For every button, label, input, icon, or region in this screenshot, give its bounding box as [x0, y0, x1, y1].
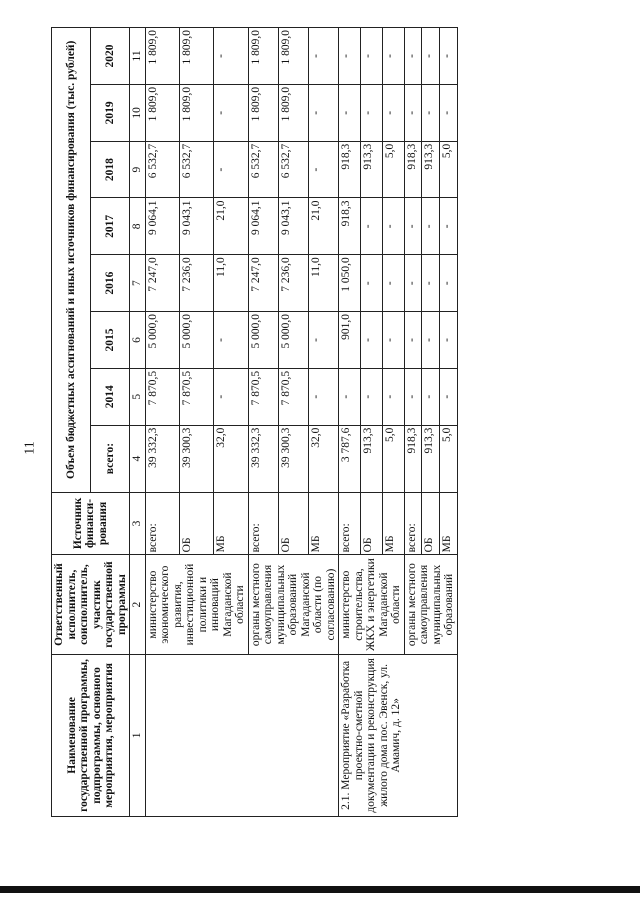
executor-cell: министерство строительства, ЖКХ и энергетики Магаданской области — [339, 555, 405, 654]
source-cell: всего: — [404, 492, 422, 555]
value-cell: 5,0 — [382, 425, 404, 492]
source-cell: ОБ — [278, 492, 308, 555]
col-number: 6 — [130, 312, 146, 369]
header-source: Источник финанси-рования — [52, 492, 130, 555]
value-cell: - — [214, 141, 248, 198]
value-cell: 5 000,0 — [248, 312, 278, 369]
value-cell: - — [339, 28, 361, 85]
col-number: 9 — [130, 141, 146, 198]
col-number: 1 — [130, 654, 146, 816]
value-cell: 5 000,0 — [278, 312, 308, 369]
source-cell: МБ — [382, 492, 404, 555]
value-cell: - — [382, 368, 404, 425]
header-year: 2019 — [91, 84, 130, 141]
value-cell: 5 000,0 — [145, 312, 179, 369]
value-cell: 5,0 — [439, 141, 457, 198]
value-cell: 39 332,3 — [248, 425, 278, 492]
value-cell: 11,0 — [308, 255, 338, 312]
value-cell: 918,3 — [339, 198, 361, 255]
source-cell: МБ — [214, 492, 248, 555]
value-cell: 9 064,1 — [248, 198, 278, 255]
value-cell: - — [360, 28, 382, 85]
value-cell: - — [404, 198, 422, 255]
value-cell: - — [382, 255, 404, 312]
value-cell: - — [404, 312, 422, 369]
value-cell: 39 332,3 — [145, 425, 179, 492]
value-cell: 9 043,1 — [278, 198, 308, 255]
value-cell: - — [214, 28, 248, 85]
col-number: 4 — [130, 425, 146, 492]
value-cell: - — [382, 84, 404, 141]
header-year: 2018 — [91, 141, 130, 198]
value-cell: - — [339, 84, 361, 141]
value-cell: - — [439, 312, 457, 369]
value-cell: 21,0 — [214, 198, 248, 255]
value-cell: - — [422, 84, 440, 141]
source-cell: ОБ — [179, 492, 213, 555]
col-number: 3 — [130, 492, 146, 555]
header-year: 2020 — [91, 28, 130, 85]
value-cell: 7 870,5 — [248, 368, 278, 425]
col-number: 11 — [130, 28, 146, 85]
value-cell: - — [360, 255, 382, 312]
value-cell: 3 787,6 — [339, 425, 361, 492]
value-cell: 7 247,0 — [248, 255, 278, 312]
value-cell: - — [422, 312, 440, 369]
value-cell: 39 300,3 — [278, 425, 308, 492]
value-cell: - — [422, 368, 440, 425]
rotated-table-container — [51, 27, 458, 817]
value-cell: 9 064,1 — [145, 198, 179, 255]
value-cell: - — [439, 368, 457, 425]
value-cell: - — [422, 198, 440, 255]
value-cell: 6 532,7 — [278, 141, 308, 198]
value-cell: 5,0 — [439, 425, 457, 492]
value-cell: - — [382, 28, 404, 85]
col-number: 8 — [130, 198, 146, 255]
value-cell: - — [404, 255, 422, 312]
table-row — [145, 28, 179, 817]
bottom-bar — [0, 886, 640, 893]
value-cell: - — [360, 368, 382, 425]
value-cell: - — [404, 368, 422, 425]
value-cell: 6 532,7 — [179, 141, 213, 198]
value-cell: 9 043,1 — [179, 198, 213, 255]
value-cell: 913,3 — [422, 425, 440, 492]
value-cell: - — [214, 312, 248, 369]
source-cell: ОБ — [360, 492, 382, 555]
header-total: всего: — [91, 425, 130, 492]
measure-name-cell: 2.1. Мероприятие «Разработка проектно-сметной документации и реконструкция жилого дома пос. Эвенск, ул. Амамич, д. 12» — [339, 654, 458, 816]
source-cell: всего: — [248, 492, 278, 555]
value-cell: - — [214, 368, 248, 425]
value-cell: 1 809,0 — [179, 28, 213, 85]
col-number: 10 — [130, 84, 146, 141]
header-executor: Ответственный исполнитель, соисполнитель, участник государственной программы — [52, 555, 130, 654]
executor-cell: органы местного самоуправления муниципальных образований — [404, 555, 457, 654]
value-cell: 1 809,0 — [179, 84, 213, 141]
source-cell: всего: — [145, 492, 179, 555]
value-cell: - — [308, 368, 338, 425]
col-number: 2 — [130, 555, 146, 654]
value-cell: - — [308, 312, 338, 369]
value-cell: 7 236,0 — [278, 255, 308, 312]
value-cell: - — [339, 368, 361, 425]
value-cell: - — [404, 84, 422, 141]
executor-cell: министерство экономического развития, инвестиционной политики и инноваций Магаданской области — [145, 555, 248, 654]
measure-name-cell — [145, 654, 339, 816]
value-cell: 39 300,3 — [179, 425, 213, 492]
column-number-row — [130, 28, 146, 817]
value-cell: - — [360, 84, 382, 141]
value-cell: 5 000,0 — [179, 312, 213, 369]
value-cell: - — [360, 198, 382, 255]
value-cell: 1 809,0 — [278, 28, 308, 85]
value-cell: - — [308, 141, 338, 198]
header-year: 2016 — [91, 255, 130, 312]
value-cell: 1 050,0 — [339, 255, 361, 312]
value-cell: 901,0 — [339, 312, 361, 369]
value-cell: 7 870,5 — [145, 368, 179, 425]
value-cell: 913,3 — [360, 141, 382, 198]
value-cell: 32,0 — [214, 425, 248, 492]
value-cell: - — [422, 255, 440, 312]
value-cell: - — [308, 28, 338, 85]
header-volume: Объем бюджетных ассигнований и иных источников финансирования (тыс. рублей) — [52, 28, 91, 493]
value-cell: 7 870,5 — [179, 368, 213, 425]
value-cell: 1 809,0 — [248, 84, 278, 141]
executor-cell: органы местного самоуправления муниципальных образований Магаданской области (по согласованию) — [248, 555, 339, 654]
value-cell: - — [404, 28, 422, 85]
page-number: 11 — [22, 441, 38, 455]
header-year: 2014 — [91, 368, 130, 425]
col-number: 7 — [130, 255, 146, 312]
value-cell: - — [439, 84, 457, 141]
value-cell: - — [439, 198, 457, 255]
value-cell: 6 532,7 — [248, 141, 278, 198]
value-cell: 32,0 — [308, 425, 338, 492]
source-cell: всего: — [339, 492, 361, 555]
value-cell: 5,0 — [382, 141, 404, 198]
value-cell: 913,3 — [422, 141, 440, 198]
value-cell: 1 809,0 — [145, 84, 179, 141]
col-number: 5 — [130, 368, 146, 425]
value-cell: - — [422, 28, 440, 85]
value-cell: - — [382, 198, 404, 255]
value-cell: 11,0 — [214, 255, 248, 312]
header-name: Наименование государственной программы, подпрограммы, основного мероприятия, мероприятия — [52, 654, 130, 816]
value-cell: - — [439, 28, 457, 85]
value-cell: - — [308, 84, 338, 141]
value-cell: - — [439, 255, 457, 312]
header-year: 2017 — [91, 198, 130, 255]
financing-table — [51, 27, 458, 817]
value-cell: 6 532,7 — [145, 141, 179, 198]
value-cell: - — [382, 312, 404, 369]
value-cell: 1 809,0 — [145, 28, 179, 85]
table-body — [145, 28, 457, 817]
value-cell: 918,3 — [404, 425, 422, 492]
value-cell: 913,3 — [360, 425, 382, 492]
source-cell: МБ — [308, 492, 338, 555]
value-cell: 1 809,0 — [278, 84, 308, 141]
value-cell: - — [214, 84, 248, 141]
table-row — [339, 28, 361, 817]
header-year: 2015 — [91, 312, 130, 369]
value-cell: 1 809,0 — [248, 28, 278, 85]
value-cell: 918,3 — [404, 141, 422, 198]
value-cell: 918,3 — [339, 141, 361, 198]
value-cell: 7 870,5 — [278, 368, 308, 425]
value-cell: 7 236,0 — [179, 255, 213, 312]
value-cell: - — [360, 312, 382, 369]
source-cell: ОБ — [422, 492, 440, 555]
value-cell: 7 247,0 — [145, 255, 179, 312]
value-cell: 21,0 — [308, 198, 338, 255]
source-cell: МБ — [439, 492, 457, 555]
